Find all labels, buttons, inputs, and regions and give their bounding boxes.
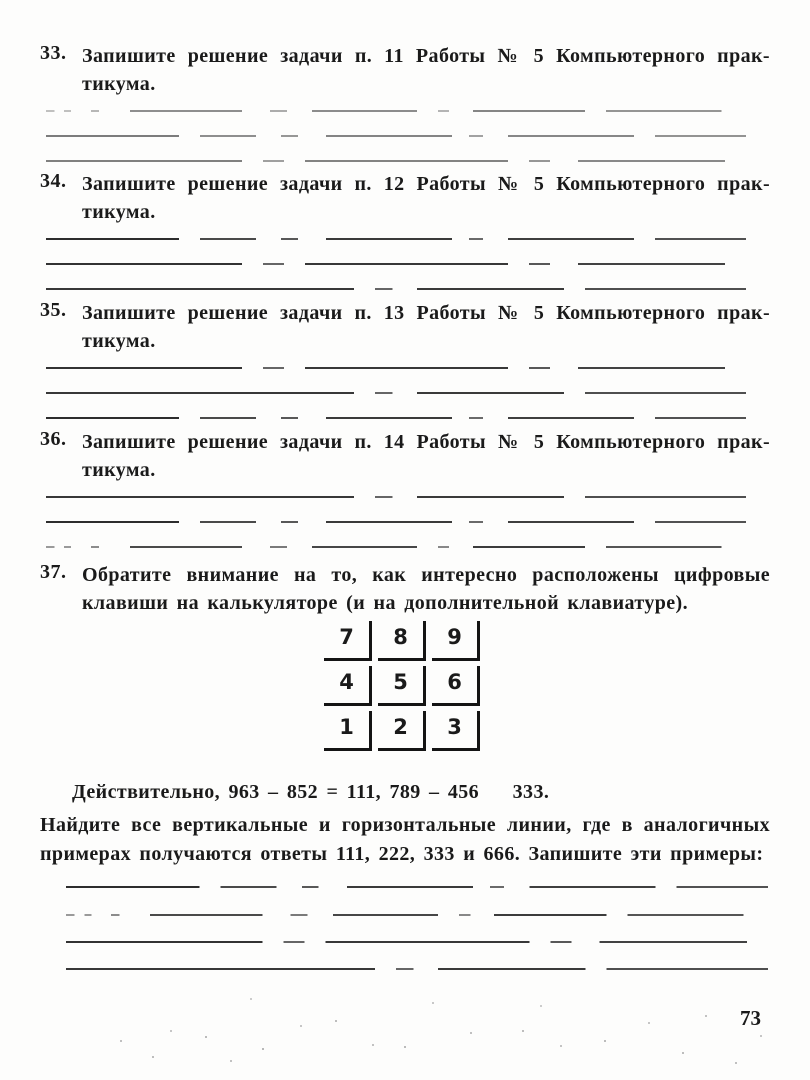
exercise-37-number: 37. — [40, 561, 67, 583]
keypad-key-6-label: 6 — [447, 670, 462, 694]
exercise-33-answer-blanks — [40, 110, 770, 162]
exercise-33 — [40, 42, 770, 185]
page-number: 73 — [740, 1006, 761, 1030]
exercise-34-heading — [40, 170, 770, 226]
keypad-key-1 — [324, 711, 372, 751]
exercise-37 — [40, 561, 770, 617]
answer-blank-line — [66, 886, 768, 888]
keypad-key-8 — [378, 621, 426, 661]
exercise-36-text-line1: Запишите решение задачи п. 14 Работы № 5 Компьютерного прак- — [82, 431, 770, 453]
keypad-key-7-label: 7 — [339, 625, 354, 649]
exercise-36-text-line2: тикума. — [82, 459, 156, 481]
exercise-34-answer-blanks — [40, 238, 770, 290]
exercise-35-answer-blanks — [40, 367, 770, 419]
answer-blank-line — [46, 288, 746, 290]
exercise-33-text-line2: тикума. — [82, 73, 156, 95]
answer-blank-line — [46, 160, 746, 162]
exercise-33-heading — [40, 42, 770, 98]
exercise-36 — [40, 428, 770, 571]
exercise-35-text-line2: тикума. — [82, 330, 156, 352]
exercise-35 — [40, 299, 770, 442]
answer-blank-line — [46, 521, 746, 523]
answer-blank-line — [46, 392, 746, 394]
exercise-36-answer-blanks — [40, 496, 770, 548]
keypad-key-9-label: 9 — [447, 625, 462, 649]
exercise-37-text-line1: Обратите внимание на то, как интересно расположены цифровые — [82, 564, 770, 586]
keypad-key-2-label: 2 — [393, 715, 408, 739]
exercise-36-heading — [40, 428, 770, 484]
exercise-34-text-line2: тикума. — [82, 201, 156, 223]
answer-blank-line — [66, 914, 768, 916]
keypad-key-3-label: 3 — [447, 715, 462, 739]
answer-blank-line — [46, 263, 746, 265]
answer-blank-line — [46, 417, 746, 419]
keypad-key-3 — [432, 711, 480, 751]
answer-blank-line — [66, 968, 768, 970]
keypad-key-4-label: 4 — [339, 670, 354, 694]
answer-blank-line — [46, 367, 746, 369]
task-instruction-line2: примерах получаются ответы 111, 222, 333 и 666. Запишите эти примеры: — [40, 843, 764, 865]
keypad-key-5-label: 5 — [393, 670, 408, 694]
keypad-key-2 — [378, 711, 426, 751]
exercise-34-number: 34. — [40, 170, 67, 192]
keypad-key-9 — [432, 621, 480, 661]
keypad-key-7 — [324, 621, 372, 661]
exercise-37-text-line2: клавиши на калькуляторе (и на дополнительной клавиатуре). — [82, 592, 689, 614]
exercise-35-number: 35. — [40, 299, 67, 321]
keypad-key-1-label: 1 — [339, 715, 354, 739]
answer-blank-line — [46, 135, 746, 137]
numeric-keypad-diagram — [324, 621, 480, 751]
exercise-34 — [40, 170, 770, 313]
exercise-33-text-line1: Запишите решение задачи п. 11 Работы № 5 Компьютерного прак- — [82, 45, 770, 67]
exercise-36-number: 36. — [40, 428, 67, 450]
task-instruction-paragraph — [40, 811, 770, 869]
answer-blank-line — [46, 110, 746, 112]
exercise-37-heading — [40, 561, 770, 617]
answer-blank-line — [46, 546, 746, 548]
exercise-34-text-line1: Запишите решение задачи п. 12 Работы № 5 Компьютерного прак- — [82, 173, 770, 195]
keypad-key-5 — [378, 666, 426, 706]
keypad-key-6 — [432, 666, 480, 706]
exercise-35-heading — [40, 299, 770, 355]
keypad-key-4 — [324, 666, 372, 706]
answer-blank-line — [66, 941, 768, 943]
answer-blank-line — [46, 496, 746, 498]
keypad-key-8-label: 8 — [393, 625, 408, 649]
exercise-35-text-line1: Запишите решение задачи п. 13 Работы № 5 Компьютерного прак- — [82, 302, 770, 324]
example-equations-text: Действительно, 963 – 852 = 111, 789 – 456 333. — [72, 781, 550, 803]
scan-noise-speckles — [0, 0, 2, 2]
answer-blank-line — [46, 238, 746, 240]
exercise-33-number: 33. — [40, 42, 67, 64]
task-instruction-line1: Найдите все вертикальные и горизонтальные линии, где в аналогичных — [40, 814, 770, 836]
